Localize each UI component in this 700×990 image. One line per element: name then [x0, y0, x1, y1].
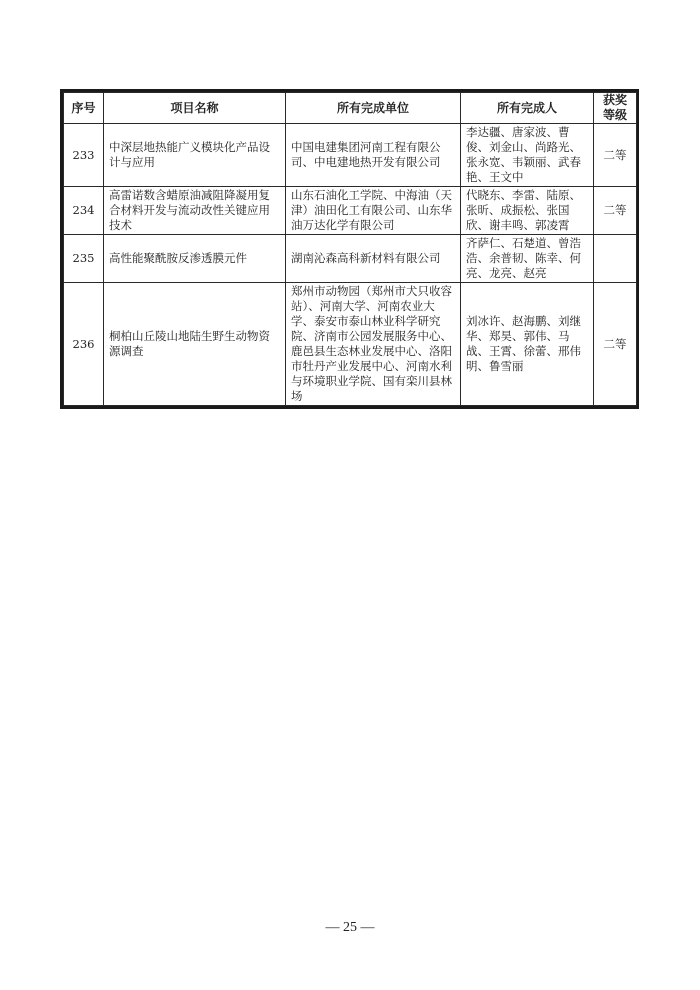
header-units: 所有完成单位: [286, 93, 461, 124]
cell-people: 齐萨仁、石楚道、曾浩浩、余普韧、陈幸、何亮、龙亮、赵亮: [461, 235, 594, 283]
table-row: [64, 235, 637, 283]
cell-grade: 二等: [594, 124, 637, 187]
cell-grade: 二等: [594, 283, 637, 406]
cell-units: 中国电建集团河南工程有限公司、中电建地热开发有限公司: [286, 124, 461, 187]
table-row: [64, 283, 637, 406]
page-number: — 25 —: [325, 920, 375, 935]
table-header-row: [64, 93, 637, 124]
cell-no: 235: [64, 235, 104, 283]
cell-people: 代晓东、李雷、陆原、张昕、成振松、张国欣、谢丰鸣、郭凌霄: [461, 187, 594, 235]
cell-grade: 二等: [594, 187, 637, 235]
cell-project-name: 中深层地热能广义模块化产品设计与应用: [104, 124, 286, 187]
cell-units: 湖南沁森高科新材料有限公司: [286, 235, 461, 283]
header-project-name: 项目名称: [104, 93, 286, 124]
header-grade-line2: 等级: [602, 108, 627, 122]
cell-project-name: 桐柏山丘陵山地陆生野生动物资源调查: [104, 283, 286, 406]
header-grade-line1: 获奖: [602, 93, 627, 107]
table-row: [64, 187, 637, 235]
cell-project-name: 高雷诺数含蜡原油减阻降凝用复合材料开发与流动改性关键应用技术: [104, 187, 286, 235]
cell-people: 李达疆、唐家波、曹俊、刘金山、尚路光、张永宽、韦颖丽、武春艳、王文中: [461, 124, 594, 187]
award-table: [63, 92, 637, 406]
header-grade: [594, 93, 637, 124]
cell-project-name: 高性能聚酰胺反渗透膜元件: [104, 235, 286, 283]
header-people: 所有完成人: [461, 93, 594, 124]
cell-people: 刘冰许、赵海鹏、刘继华、郑昊、郭伟、马战、王霄、徐蕾、邢伟明、鲁雪丽: [461, 283, 594, 406]
cell-units: 郑州市动物园（郑州市犬只收容站）、河南大学、河南农业大学、泰安市泰山林业科学研究院、济南市公园发展服务中心、鹿邑县生态林业发展中心、洛阳市牡丹产业发展中心、河南水利与环境职业学院、国有栾川县林场: [286, 283, 461, 406]
cell-units: 山东石油化工学院、中海油（天津）油田化工有限公司、山东华油万达化学有限公司: [286, 187, 461, 235]
table-row: [64, 124, 637, 187]
cell-no: 236: [64, 283, 104, 406]
cell-no: 234: [64, 187, 104, 235]
header-no: 序号: [64, 93, 104, 124]
award-table-frame: [60, 89, 639, 409]
cell-no: 233: [64, 124, 104, 187]
cell-grade: [594, 235, 637, 283]
